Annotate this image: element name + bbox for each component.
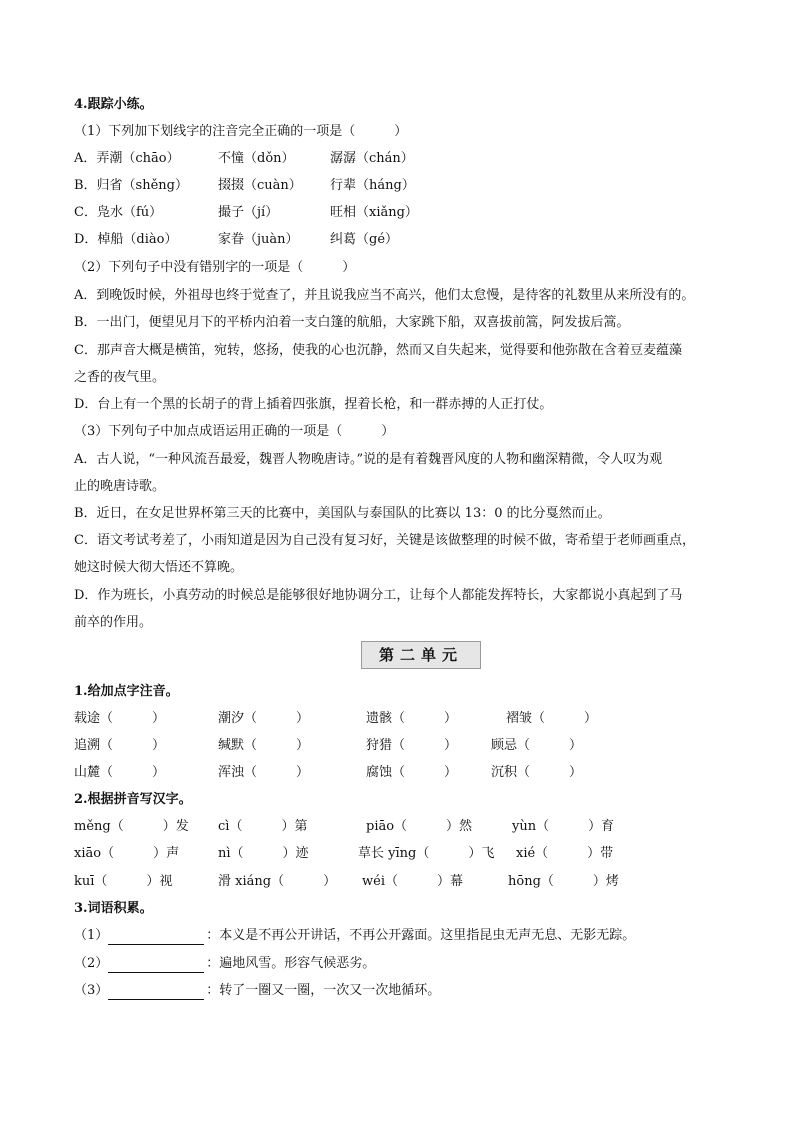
option-text: B．近日，在女足世界杯第三天的比赛中，美国队与泰国队的比赛以 13：0 的比分戛然而止。 bbox=[74, 506, 611, 521]
option-cell: 纠葛（gé） bbox=[330, 232, 399, 247]
fill-item: 褶皱（ ） bbox=[506, 711, 598, 726]
fill-item: hōng（ ）烤 bbox=[508, 874, 619, 889]
fill-item: 沉积（ ） bbox=[491, 765, 583, 780]
vocab-item bbox=[74, 955, 375, 973]
vocab-item bbox=[74, 982, 440, 1000]
answer-blank[interactable] bbox=[108, 930, 204, 945]
option-cell: 不憧（dǒn） bbox=[218, 151, 295, 166]
option-text: 她这时候大彻大悟还不算晚。 bbox=[74, 560, 244, 575]
option-cell: 家眷（juàn） bbox=[218, 232, 299, 247]
option-text: 止的晚唐诗歌。 bbox=[74, 479, 166, 494]
item-number: （2） bbox=[74, 956, 109, 971]
option-cell: C．凫水（fú） bbox=[74, 205, 163, 220]
fill-item: 载途（ ） bbox=[74, 711, 166, 726]
fill-item: 草长 yīng（ ）飞 bbox=[358, 846, 495, 861]
question-prompt: （3）下列句子中加点成语运用正确的一项是（ ） bbox=[74, 424, 395, 439]
answer-blank[interactable] bbox=[108, 985, 204, 1000]
fill-item: 狩猎（ ） bbox=[366, 738, 458, 753]
fill-item: 缄默（ ） bbox=[218, 738, 310, 753]
fill-item: nì（ ）迹 bbox=[218, 846, 309, 861]
fill-item: 山麓（ ） bbox=[74, 765, 166, 780]
option-text: 之香的夜气里。 bbox=[74, 370, 166, 385]
question-prompt: （1）下列加下划线字的注音完全正确的一项是（ ） bbox=[74, 124, 408, 139]
fill-item: 滑 xiáng（ ） bbox=[218, 874, 337, 889]
fill-item: wéi（ ）幕 bbox=[362, 874, 463, 889]
option-text: C．那声音大概是横笛，宛转，悠扬，使我的心也沉静，然而又自失起来，觉得要和他弥散在含着豆麦蕴藻 bbox=[74, 343, 682, 358]
fill-item: piāo（ ）然 bbox=[366, 819, 473, 834]
option-text: D．台上有一个黑的长胡子的背上插着四张旗，捏着长枪，和一群赤搏的人正打仗。 bbox=[74, 397, 553, 412]
vocab-item bbox=[74, 927, 635, 945]
answer-blank[interactable] bbox=[108, 958, 204, 973]
fill-item: 顾忌（ ） bbox=[491, 738, 583, 753]
fill-item: 潮汐（ ） bbox=[218, 711, 310, 726]
option-text: B．一出门，便望见月下的平桥内泊着一支白篷的航船，大家跳下船，双喜拔前篙，阿发拔后篙。 bbox=[74, 315, 630, 330]
item-definition: ：本义是不再公开讲话，不再公开露面。这里指昆虫无声无息、无影无踪。 bbox=[206, 928, 636, 943]
option-cell: 旺相（xiǎng） bbox=[330, 205, 418, 220]
section-title: 2.根据拼音写汉字。 bbox=[74, 792, 192, 807]
fill-item: cì（ ）第 bbox=[218, 819, 308, 834]
section-title: 1.给加点字注音。 bbox=[74, 684, 179, 699]
section-title: 3.词语积累。 bbox=[74, 901, 153, 916]
option-cell: 掇掇（cuàn） bbox=[218, 178, 302, 193]
item-number: （3） bbox=[74, 983, 109, 998]
option-text: 前卒的作用。 bbox=[74, 615, 153, 630]
section-title: 4.跟踪小练。 bbox=[74, 97, 153, 112]
fill-item: kuī（ ）视 bbox=[74, 874, 173, 889]
fill-item: 腐蚀（ ） bbox=[366, 765, 458, 780]
option-cell: B．归省（shěng） bbox=[74, 178, 188, 193]
fill-item: xiāo（ ）声 bbox=[74, 846, 180, 861]
unit-title: 第二单元 bbox=[361, 641, 481, 669]
option-cell: A．弄潮（chāo） bbox=[74, 151, 180, 166]
option-cell: 潺潺（chán） bbox=[330, 151, 414, 166]
option-text: A．到晚饭时候，外祖母也终于觉查了，并且说我应当不高兴，他们太怠慢，是待客的礼数里从来所没有的。 bbox=[74, 288, 695, 303]
fill-item: měng（ ）发 bbox=[74, 819, 189, 834]
item-definition: ：遍地风雪。形容气候恶劣。 bbox=[206, 956, 376, 971]
fill-item: 遗骸（ ） bbox=[366, 711, 458, 726]
question-prompt: （2）下列句子中没有错别字的一项是（ ） bbox=[74, 260, 356, 275]
option-text: D．作为班长，小真劳动的时候总是能够很好地协调分工，让每个人都能发挥特长，大家都说小真起到了马 bbox=[74, 588, 683, 603]
fill-item: 浑浊（ ） bbox=[218, 765, 310, 780]
option-text: C．语文考试考差了，小雨知道是因为自己没有复习好，关键是该做整理的时候不做，寄希望于老师画重点， bbox=[74, 533, 695, 548]
fill-item: 追溯（ ） bbox=[74, 738, 166, 753]
item-definition: ：转了一圈又一圈，一次又一次地循环。 bbox=[206, 983, 441, 998]
item-number: （1） bbox=[74, 928, 109, 943]
option-cell: 行辈（háng） bbox=[330, 178, 415, 193]
fill-item: yùn（ ）育 bbox=[512, 819, 615, 834]
fill-item: xié（ ）带 bbox=[516, 846, 614, 861]
option-cell: 撮子（jí） bbox=[218, 205, 279, 220]
option-text: A．古人说，“一种风流吾最爱，魏晋人物晚唐诗。”说的是有着魏晋风度的人物和幽深精微，令人叹为观 bbox=[74, 452, 663, 467]
option-cell: D．棹船（diào） bbox=[74, 232, 178, 247]
